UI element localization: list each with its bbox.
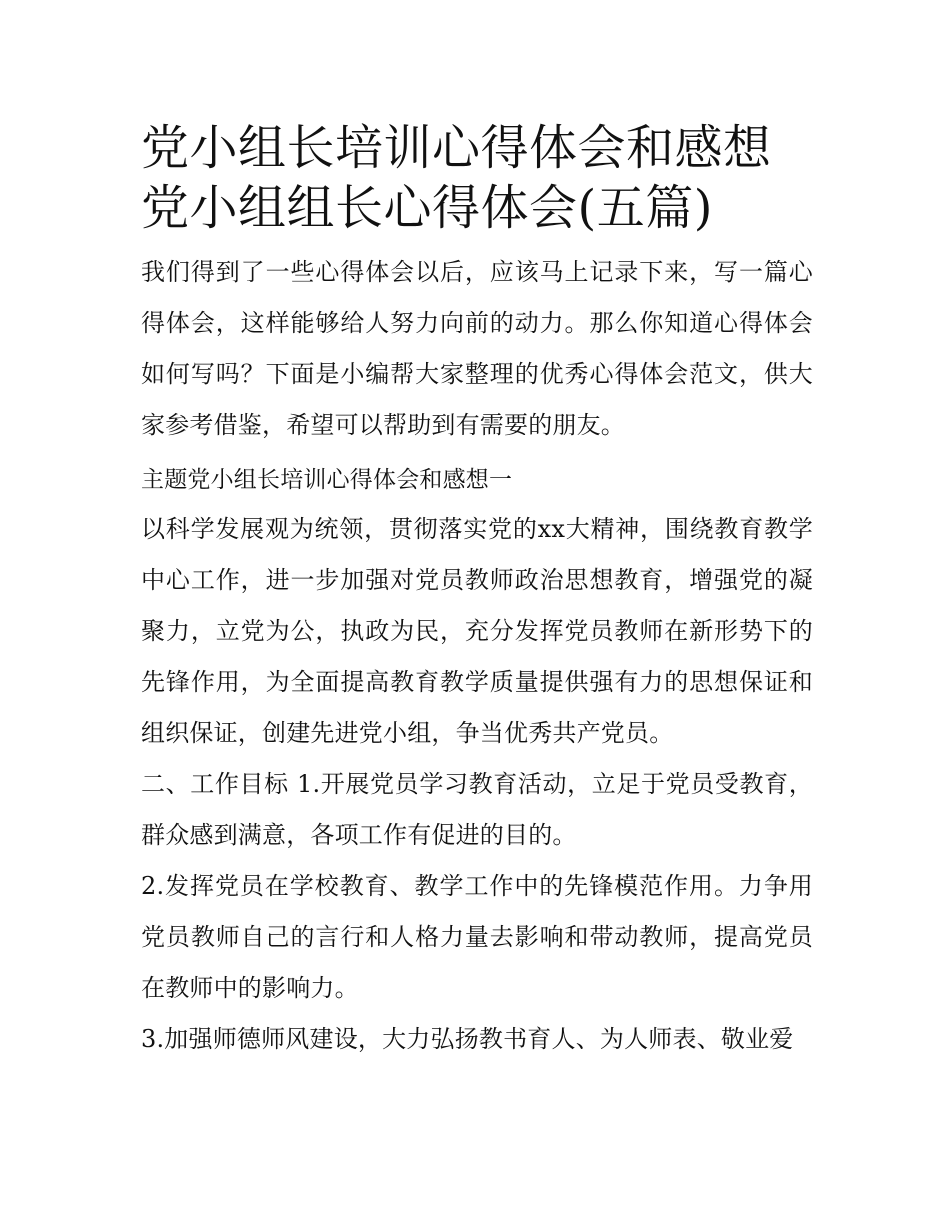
body-paragraph-2: 二、工作目标 1.开展党员学习教育活动，立足于党员受教育，群众感到满意，各项工作有促进的目的。 [141, 770, 813, 849]
title-line-1: 党小组长培训心得体会和感想 [141, 120, 772, 176]
body-paragraph-1: 以科学发展观为统领，贯彻落实党的xx大精神，围绕教育教学中心工作，进一步加强对党员教师政治思想教育，增强党的凝聚力，立党为公，执政为民，充分发挥党员教师在新形势下的先锋作用，为全面提高教育教学质量提供强有力的思想保证和组织保证，创建先进党小组，争当优秀共产党员。 [141, 515, 813, 747]
document-title [141, 118, 813, 238]
title-line-2: 党小组组长心得体会(五篇) [141, 180, 713, 236]
body-paragraph-4: 3.加强师德师风建设，大力弘扬教书育人、为人师表、敬业爱 [141, 1025, 794, 1053]
intro-paragraph: 我们得到了一些心得体会以后，应该马上记录下来，写一篇心得体会，这样能够给人努力向前的动力。那么你知道心得体会如何写吗？下面是小编帮大家整理的优秀心得体会范文，供大家参考借鉴，希望可以帮助到有需要的朋友。 [141, 258, 813, 439]
body-paragraph-3: 2.发挥党员在学校教育、教学工作中的先锋模范作用。力争用党员教师自己的言行和人格力量去影响和带动教师，提高党员在教师中的影响力。 [141, 872, 813, 1002]
section-heading: 主题党小组长培训心得体会和感想一 [141, 467, 513, 493]
document-content [141, 118, 813, 1065]
document-body [141, 247, 813, 1065]
